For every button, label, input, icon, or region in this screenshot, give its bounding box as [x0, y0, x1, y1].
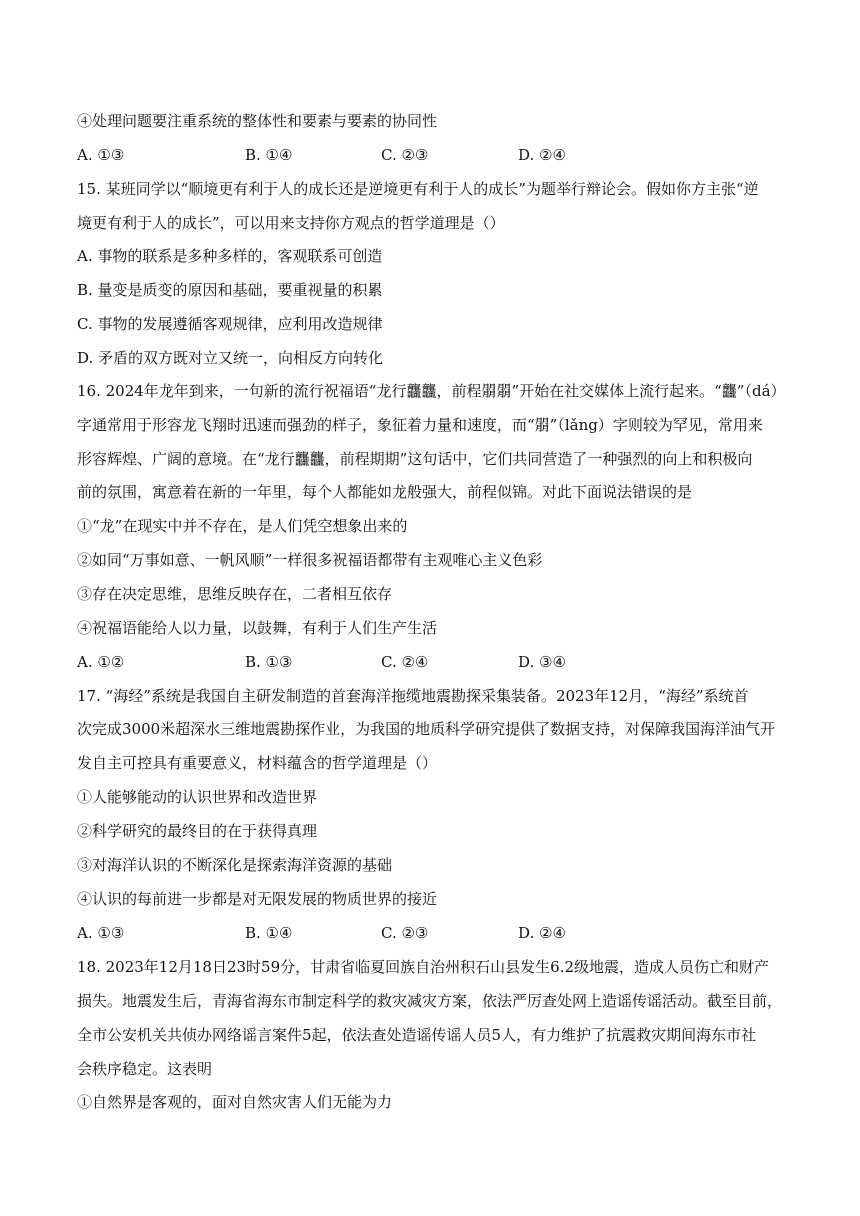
q16-statement-2: ②如同“万事如意、一帆风顺”一样很多祝福语都带有主观唯心主义色彩 [77, 551, 543, 569]
q16-statement-3: ③存在决定思维，思维反映存在，二者相互依存 [77, 585, 393, 603]
q16-stem-line-3: 形容辉煌、广阔的意境。在“龙行龘龘，前程期期”这句话中，它们共同营造了一种强烈的向上和积极向 [77, 450, 753, 468]
q17-stem-line-3: 发自主可控具有重要意义，材料蕴含的哲学道理是（） [77, 754, 438, 772]
q16-stem-line-1: 16. 2024年龙年到来，一句新的流行祝福语“龙行龘龘，前程朤朤”开始在社交媒体上流行起来。“龘”（dá） [77, 382, 786, 400]
q17-statement-1: ①人能够能动的认识世界和改造世界 [77, 788, 318, 806]
q17-stem-line-2: 次完成3000米超深水三维地震勘探作业，为我国的地质科学研究提供了数据支持，对保障我国海洋油气开 [77, 720, 776, 738]
q17-option-d: D. ②④ [518, 924, 566, 942]
q14-option-c: C. ②③ [381, 146, 429, 164]
q18-statement-1: ①自然界是客观的，面对自然灾害人们无能为力 [77, 1093, 393, 1111]
q17-stem-line-1: 17. “海经”系统是我国自主研发制造的首套海洋拖缆地震勘探采集装备。2023年12月，“海经”系统首 [77, 687, 749, 705]
q17-statement-2: ②科学研究的最终目的在于获得真理 [77, 822, 318, 840]
q17-statement-4: ④认识的每前进一步都是对无限发展的物质世界的接近 [77, 890, 438, 908]
q17-statement-3: ③对海洋认识的不断深化是探索海洋资源的基础 [77, 856, 393, 874]
q16-statement-1: ①“龙”在现实中并不存在，是人们凭空想象出来的 [77, 517, 408, 535]
q15-option-b: B. 量变是质变的原因和基础，要重视量的积累 [77, 281, 383, 299]
q16-statement-4: ④祝福语能给人以力量，以鼓舞，有利于人们生产生活 [77, 619, 438, 637]
q17-option-b: B. ①④ [245, 924, 293, 942]
q18-stem-line-2: 损失。地震发生后，青海省海东市制定科学的救灾减灾方案，依法严厉查处网上造谣传谣活动。截至目前， [77, 992, 783, 1010]
q15-option-a: A. 事物的联系是多种多样的，客观联系可创造 [77, 247, 383, 265]
q18-stem-line-3: 全市公安机关共侦办网络谣言案件5起，依法查处造谣传谣人员5人，有力维护了抗震救灾期间海东市社 [77, 1026, 757, 1044]
q14-option-b: B. ①④ [245, 146, 293, 164]
q14-option-a: A. ①③ [77, 146, 125, 164]
q16-stem-line-2: 字通常用于形容龙飞翔时迅速而强劲的样子，象征着力量和速度，而“朤”（lǎng）字则较为罕见，常用来 [77, 416, 763, 434]
q16-option-d: D. ③④ [518, 653, 566, 671]
q16-option-b: B. ①③ [245, 653, 293, 671]
q15-option-d: D. 矛盾的双方既对立又统一，向相反方向转化 [77, 349, 384, 367]
q18-stem-line-1: 18. 2023年12月18日23时59分，甘肃省临夏回族自治州积石山县发生6.2级地震，造成人员伤亡和财产 [77, 958, 770, 976]
q16-option-c: C. ②④ [381, 653, 429, 671]
q16-option-a: A. ①② [77, 653, 125, 671]
q18-stem-line-4: 会秩序稳定。这表明 [77, 1060, 213, 1078]
q16-stem-line-4: 前的氛围，寓意着在新的一年里，每个人都能如龙般强大，前程似锦。对此下面说法错误的是 [77, 483, 693, 501]
q15-stem-line-2: 境更有利于人的成长”，可以用来支持你方观点的哲学道理是（） [77, 214, 505, 232]
q17-option-a: A. ①③ [77, 924, 125, 942]
q17-option-c: C. ②③ [381, 924, 429, 942]
q14-statement-4: ④处理问题要注重系统的整体性和要素与要素的协同性 [77, 112, 438, 130]
q14-option-d: D. ②④ [518, 146, 566, 164]
q15-option-c: C. 事物的发展遵循客观规律，应利用改造规律 [77, 315, 383, 333]
q15-stem-line-1: 15. 某班同学以“顺境更有利于人的成长还是逆境更有利于人的成长”为题举行辩论会。假如你方主张“逆 [77, 180, 759, 198]
